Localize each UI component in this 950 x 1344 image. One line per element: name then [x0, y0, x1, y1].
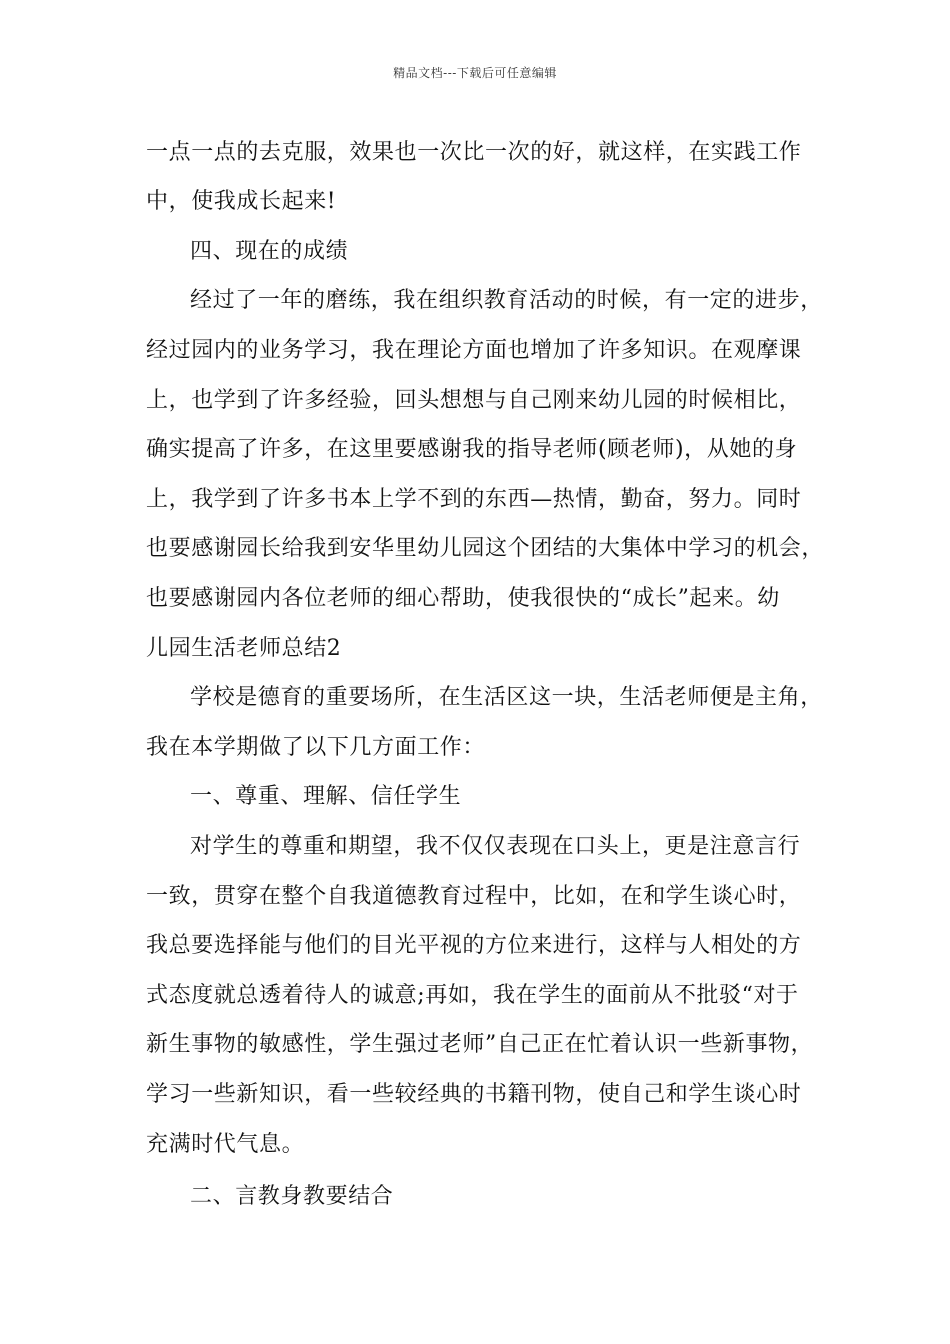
text-line: 确实提高了许多，在这里要感谢我的指导老师(顾老师)，从她的身 — [146, 437, 798, 462]
page-header: 精品文档---下载后可任意编辑 — [393, 66, 557, 80]
text-line: 中，使我成长起来! — [146, 189, 337, 214]
text-line: 上，我学到了许多书本上学不到的东西—热情，勤奋，努力。同时 — [146, 487, 802, 512]
section-heading: 四、现在的成绩 — [190, 239, 349, 264]
text-line: 上，也学到了许多经验，回头想想与自己刚来幼儿园的时候相比， — [146, 388, 802, 413]
text-line: 一致，贯穿在整个自我道德教育过程中，比如，在和学生谈心时， — [146, 884, 802, 909]
text-line: 也要感谢园内各位老师的细心帮助，使我很快的“成长”起来。幼 — [146, 586, 780, 611]
section-heading: 一、尊重、理解、信任学生 — [190, 784, 462, 809]
text-line: 学习一些新知识，看一些较经典的书籍刊物，使自己和学生谈心时 — [146, 1082, 802, 1107]
text-line: 学校是德育的重要场所，在生活区这一块，生活老师便是主角， — [190, 685, 823, 710]
text-line: 我总要选择能与他们的目光平视的方位来进行，这样与人相处的方 — [146, 933, 802, 958]
text-line: 也要感谢园长给我到安华里幼儿园这个团结的大集体中学习的机会， — [146, 536, 825, 561]
text-line: 经过园内的业务学习，我在理论方面也增加了许多知识。在观摩课 — [146, 338, 802, 363]
section-heading: 二、言教身教要结合 — [190, 1184, 394, 1209]
text-line: 经过了一年的磨练，我在组织教育活动的时候，有一定的进步， — [190, 288, 823, 313]
text-line: 对学生的尊重和期望，我不仅仅表现在口头上，更是注意言行 — [190, 834, 801, 859]
text-line: 充满时代气息。 — [146, 1132, 305, 1157]
text-line: 我在本学期做了以下几方面工作： — [146, 735, 486, 760]
text-line: 式态度就总透着待人的诚意;再如，我在学生的面前从不批驳“对于 — [146, 983, 799, 1008]
text-line: 一点一点的去克服，效果也一次比一次的好，就这样，在实践工作 — [146, 140, 802, 165]
text-line: 新生事物的敏感性，学生强过老师”自己正在忙着认识一些新事物， — [146, 1032, 814, 1057]
article-title: 儿园生活老师总结2 — [146, 636, 342, 661]
